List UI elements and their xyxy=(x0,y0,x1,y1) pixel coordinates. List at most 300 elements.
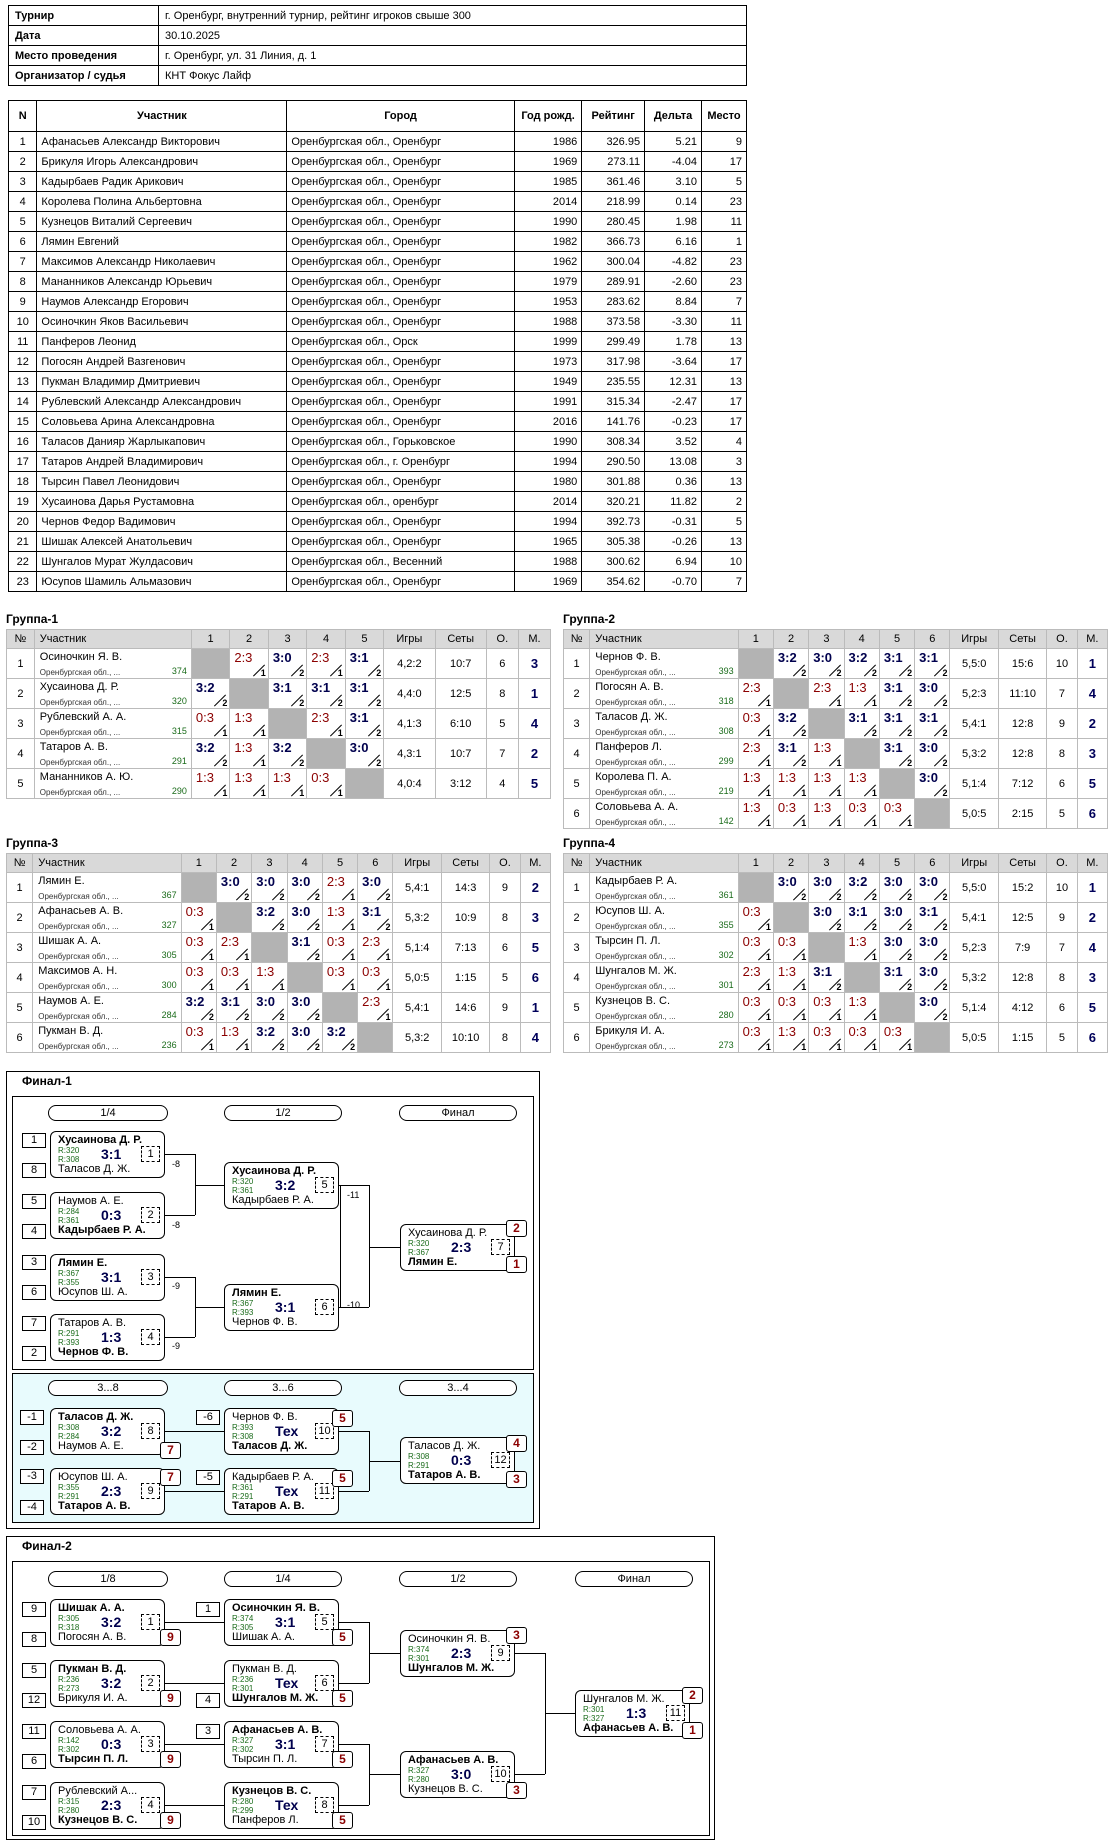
score-cell xyxy=(809,1023,844,1053)
score-points: 2 xyxy=(942,1012,948,1022)
player-row xyxy=(9,152,747,172)
score-value: 1:3 xyxy=(813,770,832,785)
score-value: 1:3 xyxy=(234,710,253,725)
score-value: 2:3 xyxy=(742,740,761,755)
score-cell xyxy=(879,873,914,903)
match-number: 1 xyxy=(141,1146,160,1162)
match-box xyxy=(50,1721,165,1768)
group-header-col: 6 xyxy=(358,854,393,873)
match-rating-top: R:320 xyxy=(408,1239,430,1248)
player-year: 1980 xyxy=(514,472,582,492)
group-header-col: 1 xyxy=(191,630,229,649)
player-place: 17 xyxy=(701,392,746,412)
player-name: Лямин Евгений xyxy=(37,232,287,252)
group-place xyxy=(518,739,550,769)
match-player-top: Осиночкин Я. В. xyxy=(232,1602,320,1614)
group-place xyxy=(1077,993,1107,1023)
player-year: 1962 xyxy=(514,252,582,272)
player-num: 9 xyxy=(9,292,37,312)
score-points: 2 xyxy=(279,1042,285,1052)
group-header-n: № xyxy=(7,854,33,873)
score-points: 1 xyxy=(279,982,285,992)
group-participant xyxy=(590,1023,738,1053)
score-cell xyxy=(181,903,216,933)
match-box xyxy=(400,1630,515,1677)
loser-tag: -11 xyxy=(347,1190,360,1200)
group-sets: 10:9 xyxy=(441,903,489,933)
score-points: 1 xyxy=(765,698,771,708)
group-row xyxy=(7,873,551,903)
score-value: 3:1 xyxy=(272,680,292,695)
score-cell xyxy=(773,993,808,1023)
round-label: Финал xyxy=(399,1105,517,1121)
info-value: г. Оренбург, ул. 31 Линия, д. 1 xyxy=(159,46,747,66)
player-place: 10 xyxy=(701,552,746,572)
participant-region: Оренбургская обл., ... xyxy=(38,952,119,961)
match-rating-bottom: R:318 xyxy=(58,1623,80,1632)
score-points: 2 xyxy=(376,758,382,768)
group-place xyxy=(1077,679,1107,709)
score-points: 1 xyxy=(836,758,842,768)
group-points: 4 xyxy=(486,769,518,799)
info-key: Дата xyxy=(9,26,159,46)
match-score: Тех xyxy=(275,1797,299,1813)
bracket-line xyxy=(165,1277,195,1278)
group-place xyxy=(518,649,550,679)
group-points: 7 xyxy=(1047,679,1077,709)
score-value: 3:1 xyxy=(883,710,903,725)
score-value: 0:3 xyxy=(883,800,902,815)
group-header-col: 2 xyxy=(773,854,808,873)
match-rating-bottom: R:301 xyxy=(232,1684,254,1693)
group-games: 5,0:5 xyxy=(950,799,998,829)
participant-rating: 299 xyxy=(718,756,734,766)
score-points: 1 xyxy=(765,982,771,992)
player-num: 8 xyxy=(9,272,37,292)
player-place: 4 xyxy=(701,432,746,452)
match-player-top: Таласов Д. Ж. xyxy=(408,1440,481,1452)
group-sets: 12:8 xyxy=(998,709,1046,739)
score-value: 0:3 xyxy=(362,964,381,979)
match-box xyxy=(224,1782,339,1829)
match-rating-top: R:315 xyxy=(58,1797,80,1806)
group-place-value: 3 xyxy=(1088,970,1096,985)
player-row xyxy=(9,452,747,472)
participant-name: Соловьева А. А. xyxy=(595,801,679,813)
place-badge: 4 xyxy=(506,1435,527,1452)
player-name: Шунгалов Мурат Жулдасович xyxy=(37,552,287,572)
group-sets: 10:7 xyxy=(435,739,486,769)
player-row xyxy=(9,352,747,372)
group-header-sets: Сеты xyxy=(435,630,486,649)
player-place: 23 xyxy=(701,192,746,212)
participant-rating: 315 xyxy=(171,726,187,736)
group-place-value: 2 xyxy=(531,880,539,895)
player-year: 1990 xyxy=(514,432,582,452)
match-box xyxy=(575,1690,690,1737)
participant-name: Лямин Е. xyxy=(38,875,85,887)
player-delta: 8.84 xyxy=(645,292,702,312)
player-delta: 3.52 xyxy=(645,432,702,452)
group-points: 8 xyxy=(490,1023,520,1053)
score-value: 3:0 xyxy=(291,874,311,889)
tournament-info-table xyxy=(8,5,747,86)
match-ratings xyxy=(232,1736,253,1754)
player-delta: 0.36 xyxy=(645,472,702,492)
participant-rating: 273 xyxy=(718,1040,734,1050)
match-box xyxy=(50,1192,165,1239)
score-points: 2 xyxy=(871,668,877,678)
score-value: 3:0 xyxy=(256,994,276,1009)
player-city: Оренбургская обл., Оренбург xyxy=(287,212,514,232)
match-rating-bottom: R:355 xyxy=(58,1278,80,1287)
score-cell xyxy=(809,799,844,829)
player-row xyxy=(9,232,747,252)
player-row xyxy=(9,412,747,432)
match-player-bottom: Кузнецов В. С. xyxy=(408,1783,483,1795)
group-place xyxy=(1077,769,1107,799)
score-value: 2:3 xyxy=(234,650,253,665)
match-player-top: Афанасьев А. В. xyxy=(232,1724,323,1736)
participant-name: Погосян А. В. xyxy=(595,681,664,693)
group-sets: 12:5 xyxy=(998,903,1046,933)
participant-rating: 393 xyxy=(718,666,734,676)
score-cell xyxy=(252,963,287,993)
seed-number: 8 xyxy=(22,1632,46,1647)
score-cell xyxy=(773,739,808,769)
group-participant xyxy=(590,903,738,933)
self-cell xyxy=(844,963,879,993)
score-cell xyxy=(252,993,287,1023)
player-year: 1986 xyxy=(514,132,582,152)
score-points: 2 xyxy=(314,1012,320,1022)
score-cell xyxy=(773,769,808,799)
match-box xyxy=(50,1660,165,1707)
match-box xyxy=(224,1284,339,1331)
participant-region: Оренбургская обл., ... xyxy=(595,1042,676,1051)
participant-name: Шишак А. А. xyxy=(38,935,102,947)
match-rating-bottom: R:291 xyxy=(232,1492,254,1501)
group-header-sets: Сеты xyxy=(998,854,1046,873)
score-value: 0:3 xyxy=(185,1024,204,1039)
match-player-bottom: Татаров А. В. xyxy=(232,1500,305,1512)
player-rating: 392.73 xyxy=(582,512,645,532)
group-header-col: 3 xyxy=(809,630,844,649)
group-participant xyxy=(590,709,738,739)
match-number: 6 xyxy=(315,1299,334,1315)
match-player-top: Хусаинова Д. Р. xyxy=(232,1165,317,1177)
score-value: 0:3 xyxy=(777,934,796,949)
group-row-num: 3 xyxy=(564,933,590,963)
score-value: 3:0 xyxy=(919,680,938,695)
group-participant xyxy=(590,769,738,799)
score-cell xyxy=(879,1023,914,1053)
match-score: Тех xyxy=(275,1423,299,1439)
player-name: Мананников Александр Юрьевич xyxy=(37,272,287,292)
score-cell xyxy=(268,769,306,799)
match-player-bottom: Погосян А. В. xyxy=(58,1631,127,1643)
player-city: Оренбургская обл., Оренбург xyxy=(287,532,514,552)
score-points: 2 xyxy=(385,922,391,932)
score-points: 1 xyxy=(222,788,228,798)
group-place-value: 5 xyxy=(1088,1000,1096,1015)
player-rating: 283.62 xyxy=(582,292,645,312)
match-score: 1:3 xyxy=(626,1705,647,1721)
place-badge: 5 xyxy=(332,1812,353,1829)
match-rating-top: R:301 xyxy=(583,1705,605,1714)
group-points: 9 xyxy=(1047,709,1077,739)
seed-number: 11 xyxy=(22,1724,46,1739)
group-points: 6 xyxy=(1047,769,1077,799)
players-header-cell: Место xyxy=(701,101,746,132)
score-points: 2 xyxy=(376,668,382,678)
score-points: 1 xyxy=(244,952,250,962)
player-name: Юсупов Шамиль Альмазович xyxy=(37,572,287,592)
match-rating-bottom: R:308 xyxy=(58,1155,80,1164)
score-value: 3:0 xyxy=(919,740,938,755)
participant-region: Оренбургская обл., ... xyxy=(595,818,676,827)
player-delta: -4.04 xyxy=(645,152,702,172)
score-value: 3:0 xyxy=(777,874,797,889)
score-points: 2 xyxy=(907,922,913,932)
group-header-games: Игры xyxy=(384,630,435,649)
group-row-num: 5 xyxy=(7,769,35,799)
match-box xyxy=(400,1751,515,1798)
score-cell xyxy=(844,933,879,963)
self-cell xyxy=(268,709,306,739)
group-header-col: 5 xyxy=(322,854,357,873)
player-row xyxy=(9,392,747,412)
match-ratings xyxy=(232,1423,253,1441)
score-value: 1:3 xyxy=(256,964,275,979)
group-header-col: 4 xyxy=(287,854,322,873)
player-row xyxy=(9,432,747,452)
player-name: Пукман Владимир Дмитриевич xyxy=(37,372,287,392)
group-place-value: 5 xyxy=(530,776,539,791)
group-header-n: № xyxy=(564,854,590,873)
group-header-col: 4 xyxy=(844,630,879,649)
group-points: 6 xyxy=(490,933,520,963)
score-value: 3:1 xyxy=(311,680,331,695)
match-rating-top: R:327 xyxy=(408,1766,430,1775)
score-cell xyxy=(181,963,216,993)
score-cell xyxy=(252,873,287,903)
self-cell xyxy=(307,739,345,769)
group-games: 5,3:2 xyxy=(950,739,998,769)
match-player-top: Хусаинова Д. Р. xyxy=(408,1227,488,1239)
player-rating: 308.34 xyxy=(582,432,645,452)
score-value: 3:2 xyxy=(326,1024,346,1039)
player-year: 2016 xyxy=(514,412,582,432)
bracket-line xyxy=(339,1744,369,1745)
group-row-num: 4 xyxy=(564,963,590,993)
match-player-top: Пукман В. Д. xyxy=(58,1663,127,1675)
group-points: 7 xyxy=(1047,933,1077,963)
score-cell xyxy=(322,903,357,933)
participant-name: Кадырбаев Р. А. xyxy=(595,875,678,887)
player-rating: 235.55 xyxy=(582,372,645,392)
player-num: 14 xyxy=(9,392,37,412)
player-name: Панферов Леонид xyxy=(37,332,287,352)
score-points: 1 xyxy=(765,922,771,932)
score-cell xyxy=(879,963,914,993)
group-sets: 10:10 xyxy=(441,1023,489,1053)
score-value: 1:3 xyxy=(848,994,867,1009)
group-header-col: 6 xyxy=(915,630,950,649)
score-points: 2 xyxy=(907,728,913,738)
score-value: 3:1 xyxy=(349,710,369,725)
score-cell xyxy=(230,769,268,799)
group-participant xyxy=(34,649,191,679)
score-points: 2 xyxy=(222,698,228,708)
match-rating-top: R:236 xyxy=(232,1675,254,1684)
score-points: 1 xyxy=(801,818,807,828)
match-player-top: Осиночкин Я. В. xyxy=(408,1633,491,1645)
group-header-m: М. xyxy=(518,630,550,649)
score-points: 2 xyxy=(942,952,948,962)
group-place-value: 3 xyxy=(1088,746,1096,761)
player-rating: 280.45 xyxy=(582,212,645,232)
player-delta: 13.08 xyxy=(645,452,702,472)
score-points: 1 xyxy=(385,952,391,962)
score-cell xyxy=(252,903,287,933)
group-row-num: 3 xyxy=(564,709,590,739)
group-place xyxy=(518,709,550,739)
match-ratings xyxy=(583,1705,604,1723)
score-points: 1 xyxy=(871,698,877,708)
score-points: 1 xyxy=(260,758,266,768)
score-points: 1 xyxy=(801,982,807,992)
group-row xyxy=(564,679,1108,709)
score-cell xyxy=(322,873,357,903)
score-cell xyxy=(809,903,844,933)
score-points: 2 xyxy=(942,728,948,738)
group-sets: 4:12 xyxy=(998,993,1046,1023)
player-year: 1985 xyxy=(514,172,582,192)
score-value: 0:3 xyxy=(195,710,214,725)
player-city: Оренбургская обл., Оренбург xyxy=(287,132,514,152)
score-points: 1 xyxy=(337,788,343,798)
match-box xyxy=(50,1782,165,1829)
match-score: 3:1 xyxy=(275,1736,296,1752)
score-cell xyxy=(358,993,393,1023)
group-row xyxy=(564,799,1108,829)
player-city: Оренбургская обл., Оренбург xyxy=(287,172,514,192)
player-rating: 305.38 xyxy=(582,532,645,552)
match-score: 3:2 xyxy=(101,1675,122,1691)
group-participant xyxy=(34,769,191,799)
group-place-value: 4 xyxy=(1088,686,1096,701)
score-cell xyxy=(879,709,914,739)
group-participant xyxy=(590,873,738,903)
score-cell xyxy=(844,1023,879,1053)
match-player-top: Шунгалов М. Ж. xyxy=(583,1693,665,1705)
score-cell xyxy=(915,769,950,799)
score-value: 3:1 xyxy=(848,904,868,919)
score-cell xyxy=(773,1023,808,1053)
match-number: 2 xyxy=(141,1207,160,1223)
player-row xyxy=(9,552,747,572)
player-num: 13 xyxy=(9,372,37,392)
seed-number: 3 xyxy=(196,1724,220,1739)
score-cell xyxy=(879,679,914,709)
group-row xyxy=(7,739,551,769)
score-points: 1 xyxy=(836,1042,842,1052)
score-value: 0:3 xyxy=(813,994,832,1009)
group-row xyxy=(564,709,1108,739)
score-value: 3:1 xyxy=(349,650,369,665)
player-name: Кадырбаев Радик Арикович xyxy=(37,172,287,192)
group-place xyxy=(520,963,550,993)
player-delta: 3.10 xyxy=(645,172,702,192)
player-name: Тырсин Павел Леонидович xyxy=(37,472,287,492)
player-rating: 299.49 xyxy=(582,332,645,352)
group-games: 4,1:3 xyxy=(384,709,435,739)
info-key: Место проведения xyxy=(9,46,159,66)
match-player-bottom: Татаров А. В. xyxy=(408,1469,481,1481)
match-number: 4 xyxy=(141,1329,160,1345)
score-points: 2 xyxy=(942,892,948,902)
group-participant xyxy=(33,933,181,963)
place-badge: 3 xyxy=(506,1627,527,1644)
participant-rating: 367 xyxy=(161,890,177,900)
group-header-col: 1 xyxy=(738,854,773,873)
score-cell xyxy=(809,873,844,903)
player-rating: 300.62 xyxy=(582,552,645,572)
player-delta: -0.26 xyxy=(645,532,702,552)
player-place: 13 xyxy=(701,332,746,352)
seed-number: 9 xyxy=(22,1602,46,1617)
player-num: 2 xyxy=(9,152,37,172)
group-games: 5,4:1 xyxy=(393,993,441,1023)
score-value: 3:2 xyxy=(195,680,215,695)
group-table xyxy=(6,629,551,799)
group-row xyxy=(564,649,1108,679)
player-num: 6 xyxy=(9,232,37,252)
group-games: 5,2:3 xyxy=(950,933,998,963)
player-rating: 300.04 xyxy=(582,252,645,272)
score-points: 2 xyxy=(907,982,913,992)
group-header-participant: Участник xyxy=(34,630,191,649)
match-number: 10 xyxy=(315,1423,334,1439)
score-cell xyxy=(738,799,773,829)
group-title: Группа-3 xyxy=(6,836,59,850)
match-player-bottom: Кузнецов В. С. xyxy=(58,1814,138,1826)
score-cell xyxy=(230,649,268,679)
participant-region: Оренбургская обл., ... xyxy=(39,698,121,707)
player-city: Оренбургская обл., Оренбург xyxy=(287,312,514,332)
score-value: 3:2 xyxy=(256,1024,276,1039)
group-games: 5,4:1 xyxy=(950,709,998,739)
player-name: Погосян Андрей Вазгенович xyxy=(37,352,287,372)
group-row xyxy=(564,903,1108,933)
player-city: Оренбургская обл., Оренбург xyxy=(287,192,514,212)
participant-name: Брикуля И. А. xyxy=(595,1025,665,1037)
participant-region: Оренбургская обл., ... xyxy=(39,668,121,677)
group-row xyxy=(7,903,551,933)
match-player-bottom: Татаров А. В. xyxy=(58,1500,131,1512)
group-games: 5,3:2 xyxy=(393,1023,441,1053)
match-score: 1:3 xyxy=(101,1329,122,1345)
match-rating-bottom: R:273 xyxy=(58,1684,80,1693)
group-place-value: 5 xyxy=(531,940,539,955)
group-participant xyxy=(34,679,191,709)
player-delta: -0.31 xyxy=(645,512,702,532)
score-cell xyxy=(345,679,383,709)
score-points: 1 xyxy=(260,668,266,678)
score-points: 1 xyxy=(765,728,771,738)
player-row xyxy=(9,252,747,272)
